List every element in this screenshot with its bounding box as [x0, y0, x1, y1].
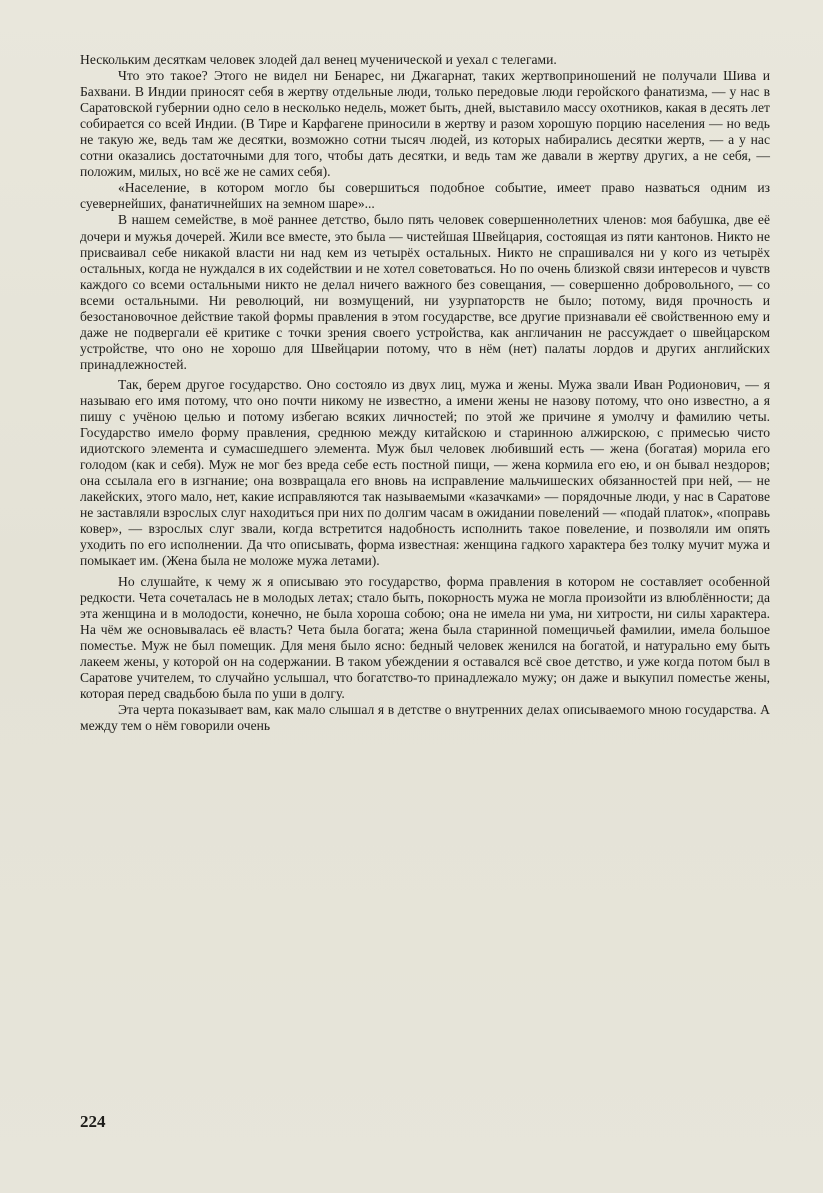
- paragraph-6: Но слушайте, к чему ж я описываю это государство, форма правления в котором не составляет особенной редкости. Чета сочеталась не в молодых летах; стало быть, покорность мужа не могла произойти из влюблённости; да эта женщина и в молодости, конечно, не была хороша собою; она не имела ни ума, ни хитрости, ни силы характера. На чём же основывалась её власть? Чета была богата; жена была старинной помещичьей фамилии, имела большое поместье. Муж не был помещик. Для меня было ясно: бедный человек женился на богатой, и натурально ему быть лакеем жены, у которой он на содержании. В таком убеждении я оставался всё свое детство, и уже когда потом был в Саратове учителем, то случайно услышал, что богатство-то принадлежало мужу; он даже и выкупил поместье жены, которая перед свадьбою была по уши в долгу.: [80, 573, 770, 701]
- paragraph-2: Что это такое? Этого не видел ни Бенарес, ни Джагарнат, таких жертвоприношений не получали Шива и Бахвани. В Индии приносят себя в жертву отдельные люди, только передовые люди геройского фанатизма, — у нас в Саратовской губернии одно село в несколько недель, может быть, дней, выставило массу охотников, какая в десять лет собирается со всей Индии. (В Тире и Карфагене приносили в жертву и разом хорошую порцию населения — но ведь не такую же, ведь там же десятки, возможно сотни тысяч людей, из которых набирались десятки жертв, — а у нас сотни оказались достаточными для того, чтобы дать десятки, и ведь там же давали в жертву других, а не себя, — положим, милых, но всё же не самих себя).: [80, 68, 770, 180]
- paragraph-1: Нескольким десяткам человек злодей дал венец мученической и уехал с телегами.: [80, 52, 557, 67]
- paragraph-4: В нашем семействе, в моё раннее детство, было пять человек совершеннолетних членов: моя бабушка, две её дочери и мужья дочерей. Жили все вместе, это была — чистейшая Швейцария, состоящая из пяти кантонов. Никто не присваивал себе никакой власти ни над кем из четырёх остальных. Никто не спрашивался ни у кого из четырёх остальных, когда не нуждался в их содействии и не хотел советоваться. Но по очень близкой связи интересов и чувств каждого со всеми остальными никто не делал ничего важного без совещания, — совершенно добровольного, — со всеми остальными. Ни революций, ни возмущений, ни узурпаторств не было; потому, видя прочность и безостановочное действие такой формы правления в этом государстве, все другие признавали её свойственною ему и даже не подвергали её критике с точки зрения своего устройства, как англичанин не рассуждает о швейцарском устройстве, что оно не хорошо для Швейцарии потому, что в нём (нет) палаты лордов и других английских принадлежностей.: [80, 212, 770, 372]
- paragraph-3: «Население, в котором могло бы совершиться подобное событие, имеет право назваться одним из суевернейших, фанатичнейших на земном шаре»...: [80, 180, 770, 212]
- paragraph-7: Эта черта показывает вам, как мало слышал я в детстве о внутренних делах описываемого мною государства. А между тем о нём говорили очень: [80, 701, 770, 733]
- paragraph-5: Так, берем другое государство. Оно состояло из двух лиц, мужа и жены. Мужа звали Иван Родионович, — я называю его имя потому, что оно почти никому не известно, а имени жены не назову потому, что оно известно, а я пишу с учёною целью и потому избегаю всяких личностей; по этой же причине я умолчу и фамилию четы. Государство имело форму правления, среднюю между китайскою и старинною алжирскою, с примесью чисто идиотского элемента и сумасшедшего элемента. Муж был человек любивший есть — жена (богатая) морила его голодом (как и себя). Муж не мог без вреда себе есть постной пищи, — жена кормила его ею, и он бывал нездоров; она ссылала его в изгнание; она возвращала его вновь на исправление мальчишеских обязанностей при ней, — не лакейских, этого мало, нет, какие исправляются так называемыми «казачками» — порядочные люди, у нас в Саратове не заставляли взрослых слуг находиться при них по долгим часам в ожидании повелений — «подай платок», «поправь ковер», — взрослых слуг звали, когда встретится надобность исполнить такое повеление, и позволяли им опять уходить по его исполнении. Да что описывать, форма известная: женщина гадкого характера без толку мучит мужа и помыкает им. (Жена была не моложе мужа летами).: [80, 376, 770, 569]
- body-text: [80, 52, 770, 734]
- page-number: 224: [80, 1112, 106, 1131]
